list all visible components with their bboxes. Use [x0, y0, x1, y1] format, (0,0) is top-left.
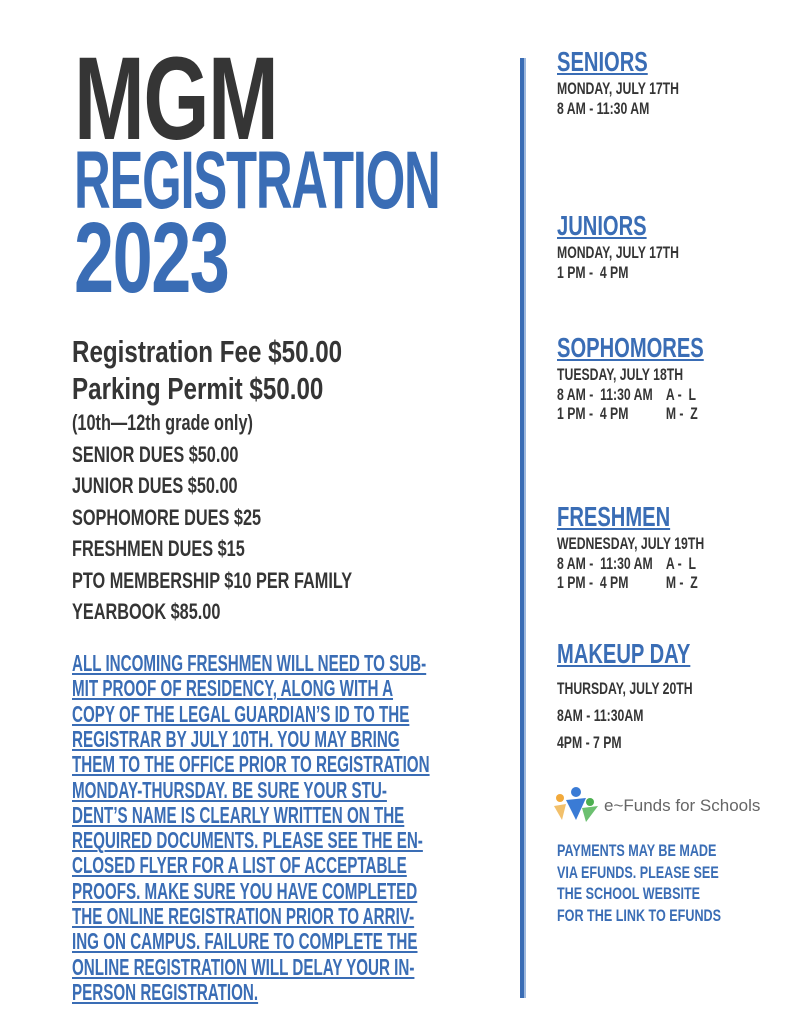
notice-line: DENT’S NAME IS CLEARLY WRITTEN ON THE — [72, 801, 405, 828]
notice-line: PERSON REGISTRATION. — [72, 978, 259, 1005]
notice-line: ALL INCOMING FRESHMEN WILL NEED TO SUB- — [72, 650, 427, 676]
notice-line: ONLINE REGISTRATION WILL DELAY YOUR IN- — [72, 953, 415, 980]
notice-line: CLOSED FLYER FOR A LIST OF ACCEPTABLE — [72, 852, 407, 879]
efunds-people-icon — [550, 786, 600, 826]
notice-line: PROOFS. MAKE SURE YOU HAVE COMPLETED — [72, 877, 418, 904]
schedule-line: WEDNESDAY, JULY 19TH — [557, 534, 705, 553]
title-registration: REGISTRATION — [74, 135, 440, 226]
schedule-line: 1 PM - 4 PM — [557, 262, 629, 282]
schedule-line: 8 AM - 11:30 AM A - L — [557, 553, 696, 573]
dues-line: SOPHOMORE DUES $25 — [72, 504, 262, 530]
efunds-logo-text: e~Funds for Schools — [604, 796, 761, 815]
fee-line: Parking Permit $50.00 — [72, 371, 324, 406]
fee-line: Registration Fee $50.00 — [72, 334, 343, 369]
title-year: 2023 — [74, 202, 229, 314]
notice-line: ING ON CAMPUS. FAILURE TO COMPLETE THE — [72, 928, 418, 955]
dues-line: PTO MEMBERSHIP $10 PER FAMILY — [72, 567, 353, 593]
dues-line: (10th—12th grade only) — [72, 410, 253, 435]
schedule-heading-juniors: JUNIORS — [557, 210, 647, 241]
schedule-line: THURSDAY, JULY 20TH — [557, 679, 693, 698]
notice-line: REQUIRED DOCUMENTS. PLEASE SEE THE EN- — [72, 827, 423, 854]
notice-line: MONDAY-THURSDAY. BE SURE YOUR STU- — [72, 776, 387, 803]
notice-line: MIT PROOF OF RESIDENCY, ALONG WITH A — [72, 675, 394, 702]
schedule-line: 8 AM - 11:30 AM A - L — [557, 384, 696, 404]
schedule-line: TUESDAY, JULY 18TH — [557, 365, 684, 384]
efunds-logo — [550, 786, 760, 826]
schedule-line: 8 AM - 11:30 AM — [557, 98, 650, 118]
schedule-heading-seniors: SENIORS — [557, 46, 648, 77]
schedule-line: 8AM - 11:30AM — [557, 706, 644, 725]
notice-line: THEM TO THE OFFICE PRIOR TO REGISTRATION — [72, 751, 430, 778]
payment-line: FOR THE LINK TO EFUNDS — [557, 905, 722, 925]
notice-line: REGISTRAR BY JULY 10TH. YOU MAY BRING — [72, 725, 400, 752]
schedule-line: MONDAY, JULY 17TH — [557, 243, 679, 262]
schedule-line: 4PM - 7 PM — [557, 733, 622, 752]
notice-line: COPY OF THE LEGAL GUARDIAN’S ID TO THE — [72, 700, 410, 727]
vertical-divider — [520, 58, 526, 998]
dues-line: SENIOR DUES $50.00 — [72, 441, 239, 467]
schedule-heading-sophomores: SOPHOMORES — [557, 332, 704, 363]
notice-line: THE ONLINE REGISTRATION PRIOR TO ARRIV- — [72, 903, 415, 929]
dues-line: FRESHMEN DUES $15 — [72, 536, 245, 561]
title-mgm: MGM — [74, 33, 278, 165]
dues-line: YEARBOOK $85.00 — [72, 599, 221, 624]
payment-line: THE SCHOOL WEBSITE — [557, 884, 701, 903]
schedule-line: 1 PM - 4 PM M - Z — [557, 573, 698, 592]
schedule-line: MONDAY, JULY 17TH — [557, 79, 679, 98]
schedule-line: 1 PM - 4 PM M - Z — [557, 404, 698, 423]
schedule-heading-makeup: MAKEUP DAY — [557, 638, 691, 669]
schedule-heading-freshmen: FRESHMEN — [557, 501, 671, 532]
dues-line: JUNIOR DUES $50.00 — [72, 473, 238, 498]
payment-line: VIA EFUNDS. PLEASE SEE — [557, 862, 719, 882]
payment-line: PAYMENTS MAY BE MADE — [557, 841, 717, 860]
